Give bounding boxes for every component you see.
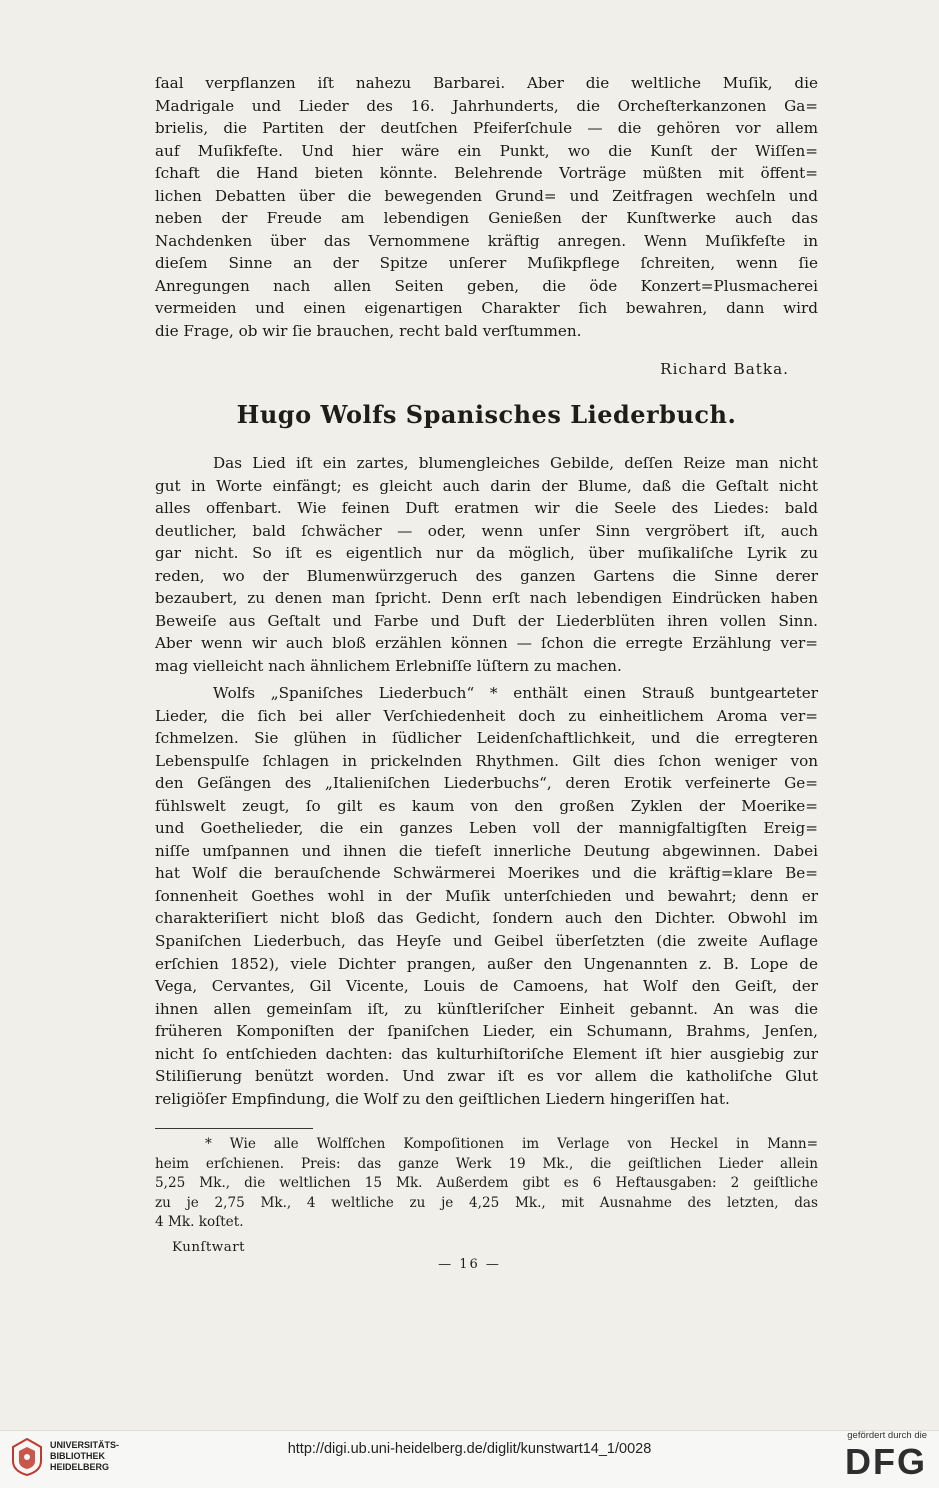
text-line: Das Lied iſt ein zartes, blumengleiches Gebilde, deſſen Reize man nicht: [213, 454, 818, 472]
text-line: Nachdenken über das Vernommene kräftig anregen. Wenn Muſikfeſte in: [155, 231, 818, 250]
text-line: mag vielleicht nach ähnlichem Erlebniſſe lüſtern zu machen.: [155, 656, 622, 675]
article-paragraph-1: [155, 452, 818, 677]
text-line: erſchien 1852), viele Dichter prangen, außer den Ungenannten z. B. Lope de: [155, 954, 818, 973]
text-line: charakteriſiert nicht bloß das Gedicht, ſondern auch den Dichter. Obwohl im: [155, 909, 818, 928]
dfg-logo: DFG: [845, 1441, 927, 1482]
text-line: vermeiden und einen eigenartigen Charakter ſich bewahren, dann wird: [155, 299, 818, 318]
text-line: nicht ſo entſchieden dachten: das kulturhiſtoriſche Element iſt hier ausgiebig zur: [155, 1044, 818, 1063]
text-line: Beweiſe aus Geſtalt und Farbe und Duft der Liederblüten ihren vollen Sinn.: [155, 611, 818, 630]
text-line: ſonnenheit Goethes wohl in der Muſik unterſchieden und bewahrt; denn er: [155, 886, 818, 905]
text-line: religiöſer Empfindung, die Wolf zu den geiſtlichen Liedern hingeriſſen hat.: [155, 1089, 730, 1108]
text-line: Spaniſchen Liederbuch, das Heyſe und Geibel überſetzten (die zweite Auflage: [155, 932, 818, 951]
text-line: ihnen allen gemeinſam iſt, zu künſtleriſcher Einheit gebannt. An was die: [155, 999, 818, 1018]
text-line: Anregungen nach allen Seiten geben, die öde Konzert=Plusmacherei: [155, 276, 818, 295]
text-line: hat Wolf die berauſchende Schwärmerei Moerikes und die kräftig=klare Be=: [155, 864, 818, 883]
journal-name: Kunſtwart: [172, 1240, 246, 1255]
intro-paragraph: [155, 72, 818, 343]
permalink-url[interactable]: http://digi.ub.uni-heidelberg.de/diglit/kunstwart14_1/0028: [287, 1441, 652, 1457]
text-line: auf Muſikfeſte. Und hier wäre ein Punkt, wo die Kunſt der Wiſſen=: [155, 141, 818, 160]
text-line: fühlswelt zeugt, ſo gilt es kaum von den großen Zyklen der Moerike=: [155, 796, 818, 815]
text-line: 5,25 Mk., die weltlichen 15 Mk. Außerdem gibt es 6 Heftausgaben: 2 geiſtliche: [155, 1175, 818, 1191]
text-line: den Geſängen des „Italieniſchen Liederbuchs“, deren Erotik verfeinerte Ge=: [155, 774, 818, 793]
text-line: Madrigale und Lieder des 16. Jahrhunderts, die Orcheſterkanzonen Ga=: [155, 96, 818, 115]
text-line: früheren Komponiſten der ſpaniſchen Lieder, ein Schumann, Brahms, Jenſen,: [155, 1022, 818, 1041]
footer-bar: [0, 1430, 939, 1488]
text-line: reden, wo der Blumenwürzgeruch des ganzen Gartens die Sinne derer: [155, 566, 818, 585]
text-line: 4 Mk. koſtet.: [155, 1214, 244, 1230]
text-line: ſchmelzen. Sie glühen in ſüdlicher Leidenſchaftlichkeit, und die erregteren: [155, 729, 818, 748]
text-line: Stiliſierung benützt worden. Und zwar iſt es vor allem die katholiſche Glut: [155, 1067, 818, 1086]
text-line: Vega, Cervantes, Gil Vicente, Louis de Camoens, hat Wolf den Geiſt, der: [155, 977, 818, 996]
funded-by-label: gefördert durch die: [847, 1430, 927, 1441]
page-number: — 16 —: [438, 1257, 501, 1272]
author-signature: Richard Batka.: [660, 360, 789, 378]
text-line: brielis, die Partiten der deutſchen Pfeiferſchule — die gehören vor allem: [155, 119, 818, 138]
text-line: neben der Freude am lebendigen Genießen der Kunſtwerke auch das: [155, 209, 818, 228]
text-line: heim erſchienen. Preis: das ganze Werk 19 Mk., die geiſtlichen Lieder allein: [155, 1155, 818, 1172]
text-line: gar nicht. So iſt es eigentlich nur da möglich, über muſikaliſche Lyrik zu: [155, 544, 818, 563]
text-line: Wolfs „Spaniſches Liederbuch“ * enthält einen Strauß buntgearteter: [213, 684, 818, 702]
text-line: gut in Worte einfängt; es gleicht auch darin der Blume, daß die Geſtalt nicht: [155, 476, 818, 495]
text-line: und Goethelieder, die ein ganzes Leben voll der mannigfaltigſten Ereig=: [155, 819, 818, 838]
text-line: Aber wenn wir auch bloß erzählen können — ſchon die erregte Erzählung ver=: [155, 634, 818, 653]
library-name: UNIVERSITÄTS- BIBLIOTHEK HEIDELBERG: [50, 1440, 120, 1472]
text-line: Lieder, die ſich bei aller Verſchiedenheit doch zu einheitlichem Aroma ver=: [155, 706, 818, 725]
text-line: ſaal verpflanzen iſt nahezu Barbarei. Aber die weltliche Muſik, die: [155, 74, 818, 92]
text-line: deutlicher, bald ſchwächer — oder, wenn unſer Sinn vergröbert iſt, auch: [155, 521, 818, 540]
footnote: [155, 1135, 818, 1233]
text-line: zu je 2,75 Mk., 4 weltliche zu je 4,25 Mk., mit Ausnahme des letzten, das: [155, 1194, 818, 1211]
text-line: alles offenbart. Wie feinen Duft eratmen wir die Seele des Liedes: bald: [155, 499, 818, 518]
article-paragraph-2: [155, 682, 818, 1110]
text-line: niſſe umſpannen und ihnen die tiefeſt innerliche Deutung abgewinnen. Dabei: [155, 841, 818, 860]
text-line: lichen Debatten über die bewegenden Grund= und Zeitfragen wechſeln und: [155, 186, 818, 205]
text-line: Lebenspulſe ſchlagen in prickelnden Rhythmen. Gilt dies ſchon weniger von: [155, 751, 818, 770]
text-line: bezaubert, zu denen man ſpricht. Denn erſt nach lebendigen Eindrücken haben: [155, 589, 818, 608]
text-line: ſchaft die Hand bieten könnte. Belehrende Vorträge müßten mit öffent=: [155, 164, 818, 183]
text-line: dieſem Sinne an der Spitze unſerer Muſikpflege ſchreiten, wenn ſie: [155, 254, 818, 273]
article-heading: Hugo Wolfs Spanisches Liederbuch.: [236, 400, 737, 429]
text-line: * Wie alle Wolfſchen Kompoſitionen im Verlage von Heckel in Mann=: [205, 1136, 818, 1152]
text-line: die Frage, ob wir ſie brauchen, recht bald verſtummen.: [155, 322, 582, 341]
footnote-rule: [155, 1128, 313, 1129]
